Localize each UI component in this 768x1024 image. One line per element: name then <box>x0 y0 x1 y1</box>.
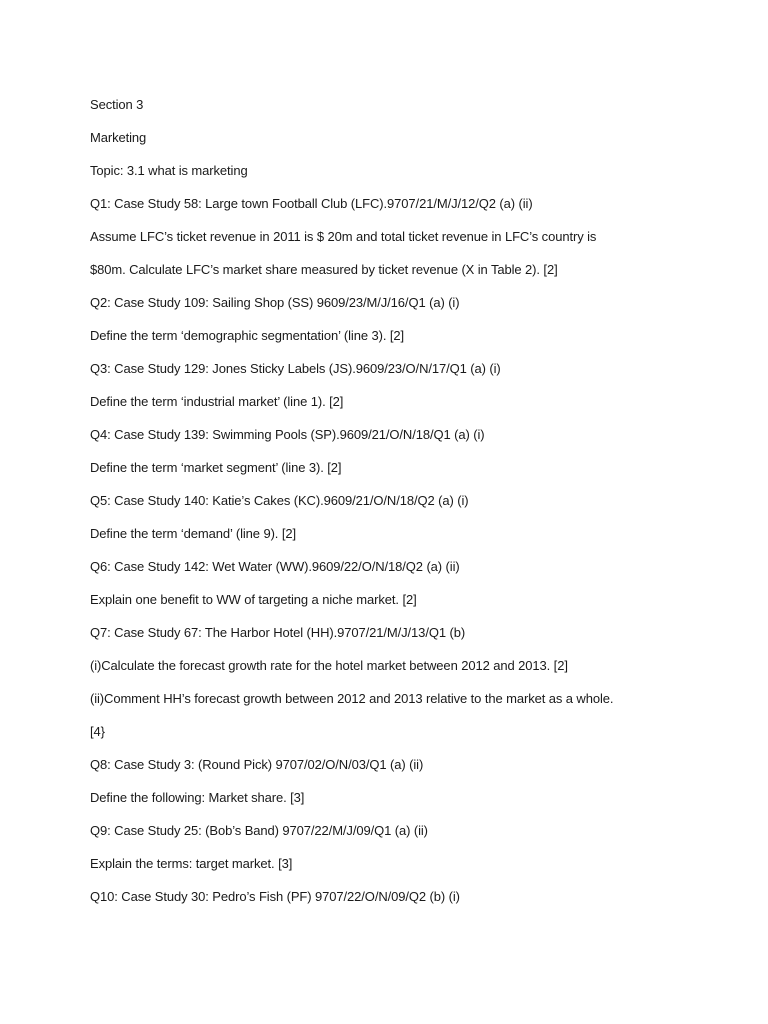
subject-heading: Marketing <box>90 130 147 145</box>
q8-text: Define the following: Market share. [3] <box>90 790 305 805</box>
q5-text: Define the term ‘demand’ (line 9). [2] <box>90 526 296 541</box>
section-heading: Section 3 <box>90 97 144 112</box>
topic-heading: Topic: 3.1 what is marketing <box>90 163 248 178</box>
q3-heading: Q3: Case Study 129: Jones Sticky Labels (JS).9609/23/O/N/17/Q1 (a) (i) <box>90 361 501 376</box>
q8-heading: Q8: Case Study 3: (Round Pick) 9707/02/O/N/03/Q1 (a) (ii) <box>90 757 424 772</box>
q6-heading: Q6: Case Study 142: Wet Water (WW).9609/22/O/N/18/Q2 (a) (ii) <box>90 559 460 574</box>
q2-heading: Q2: Case Study 109: Sailing Shop (SS) 9609/23/M/J/16/Q1 (a) (i) <box>90 295 460 310</box>
q10-heading: Q10: Case Study 30: Pedro’s Fish (PF) 9707/22/O/N/09/Q2 (b) (i) <box>90 889 460 904</box>
q7-part-ii: (ii)Comment HH’s forecast growth between 2012 and 2013 relative to the market as a whole. <box>90 691 614 706</box>
q7-part-i: (i)Calculate the forecast growth rate for the hotel market between 2012 and 2013. [2] <box>90 658 568 673</box>
q1-heading: Q1: Case Study 58: Large town Football Club (LFC).9707/21/M/J/12/Q2 (a) (ii) <box>90 196 533 211</box>
q9-text: Explain the terms: target market. [3] <box>90 856 293 871</box>
q9-heading: Q9: Case Study 25: (Bob’s Band) 9707/22/M/J/09/Q1 (a) (ii) <box>90 823 428 838</box>
document-body <box>90 88 730 913</box>
q5-heading: Q5: Case Study 140: Katie’s Cakes (KC).9609/21/O/N/18/Q2 (a) (i) <box>90 493 469 508</box>
q2-text: Define the term ‘demographic segmentation’ (line 3). [2] <box>90 328 405 343</box>
q7-part-ii-marks: [4} <box>90 724 105 739</box>
q6-text: Explain one benefit to WW of targeting a niche market. [2] <box>90 592 417 607</box>
q1-text-line-1: Assume LFC’s ticket revenue in 2011 is $ 20m and total ticket revenue in LFC’s country is <box>90 229 597 244</box>
q4-text: Define the term ‘market segment’ (line 3). [2] <box>90 460 342 475</box>
q7-heading: Q7: Case Study 67: The Harbor Hotel (HH).9707/21/M/J/13/Q1 (b) <box>90 625 466 640</box>
q3-text: Define the term ‘industrial market’ (line 1). [2] <box>90 394 344 409</box>
q1-text-line-2: $80m. Calculate LFC’s market share measured by ticket revenue (X in Table 2). [2] <box>90 262 558 277</box>
q4-heading: Q4: Case Study 139: Swimming Pools (SP).9609/21/O/N/18/Q1 (a) (i) <box>90 427 485 442</box>
